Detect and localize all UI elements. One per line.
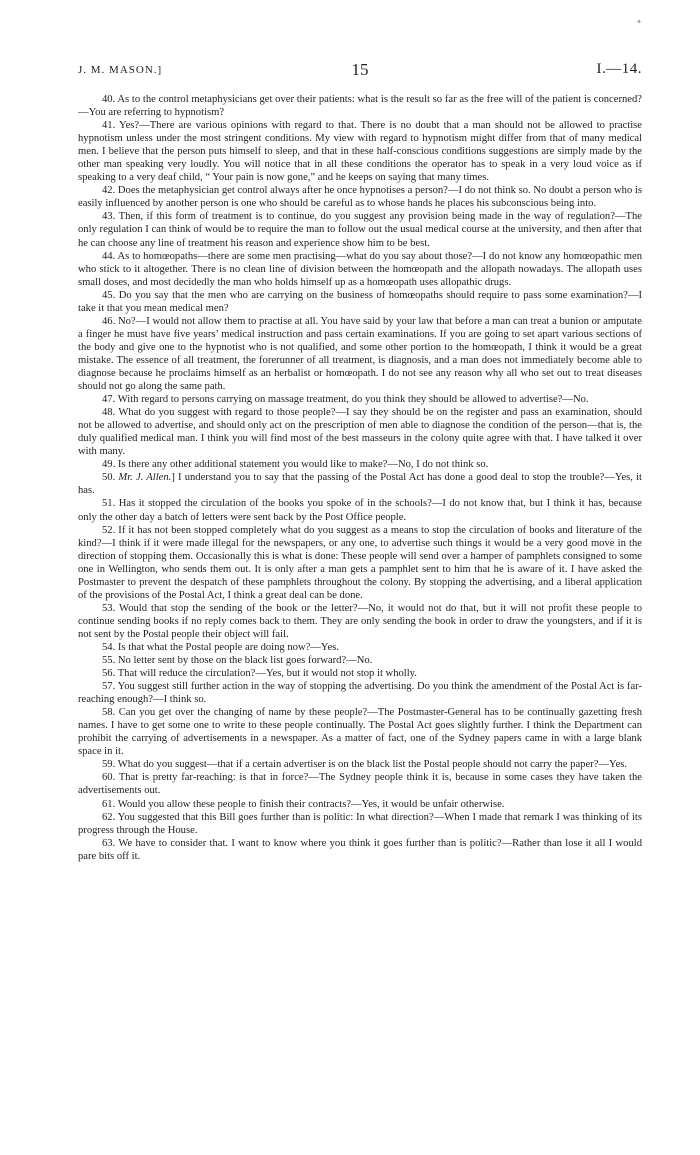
paragraph-q50: 50. Mr. J. Allen.] I understand you to say that the passing of the Postal Act has done a good deal to stop the trouble?—Yes, it has. xyxy=(78,472,643,497)
page-header xyxy=(78,60,642,82)
paragraph-q58: 58. Can you get over the changing of name by these people?—The Postmaster-General has to be continually gazetting fresh names. I have to get some one to write to these people continually. The Postal Act goes slightly further. I think the Department can prohibit the carrying of advertisements in a newspaper. As a matter of fact, one of the Sydney papers came in with a large blank space in it. xyxy=(78,707,642,758)
paragraph-q54: 54. Is that what the Postal people are doing now?—Yes. xyxy=(102,641,339,653)
scan-mark-icon: ✦ xyxy=(636,18,642,26)
paragraph-q56: 56. That will reduce the circulation?—Yes, but it would not stop it wholly. xyxy=(102,668,417,680)
paragraph-q41: 41. Yes?—There are various opinions with regard to that. There is no doubt that a man should not be allowed to practise hypnotism unless under the most stringent conditions. My view with regard to hypnotism might differ from that of many medical men. I believe that the person puts himself to sleep, and that in these half-conscious conditions suggestions are simply made by the other man speaking very loudly. You will notice that in all these conditions the operator has to speak in a very loud voice as if speaking to a very deaf child, “ Your pain is now gone,” and he keeps on saying that many times. xyxy=(78,120,642,184)
paragraph-q53: 53. Would that stop the sending of the book or the letter?—No, it would not do that, but it will not profit these people to continue sending books if no reply comes back to them. They are only sending the book in order to draw the youngsters, and if it is not sent by the Postal people their object will fail. xyxy=(78,602,642,640)
paragraph-q46: 46. No?—I would not allow them to practise at all. You have said by your law that before a man can treat a bunion or amputate a finger he must have five years’ medical instruction and pass certain examinations. If you are going to set apart various sections of the body and give one to the hypnotist who is not qualified, and some other portion to the homœopath, I think it would be a great mistake. The essence of all treatment, the forerunner of all treatment, is diagnosis, and a man does not immediately become able to diagnose because he proclaims himself as an herbalist or homœopath. I do not see any reason why all who set out to treat diseases should not go along the same path. xyxy=(78,315,642,393)
paragraph-q51: 51. Has it stopped the circulation of the books you spoke of in the schools?—I do not know that, but I think it has, because only the other day a batch of letters were sent back by the Post Office people. xyxy=(78,498,642,523)
paragraph-q57: 57. You suggest still further action in the way of stopping the advertising. Do you think the amendment of the Postal Act is far-reaching enough?—I think so. xyxy=(78,681,642,706)
paragraph-q59: 59. What do you suggest—that if a certain advertiser is on the black list the Postal people should not carry the paper?—Yes. xyxy=(102,759,628,771)
paragraph-q48: 48. What do you suggest with regard to those people?—I say they should be on the register and pass an examination, should not be allowed to advertise, and should only act on the prescription of men able to diagnose the condition of the person—that is, the duly qualified medical man. I think you will find most of the best masseurs in the colony quite agree with that. I have talked it over with many. xyxy=(78,407,642,458)
paragraph-q61: 61. Would you allow these people to finish their contracts?—Yes, it would be unfair otherwise. xyxy=(102,798,505,810)
paragraph-q42: 42. Does the metaphysician get control always after he once hypnotises a person?—I do not think so. No doubt a person who is easily influenced by another person is one who should be careful as to whose hands he places his subconscious being into. xyxy=(78,185,642,210)
paragraph-q47: 47. With regard to persons carrying on massage treatment, do you think they should be allowed to advertise?—No. xyxy=(102,394,589,406)
paragraph-q60: 60. That is pretty far-reaching: is that in force?—The Sydney people think it is, because in some cases they have taken the advertisements out. xyxy=(78,772,642,797)
paragraph-q44: 44. As to homœopaths—there are some men practising—what do you say about those?—I do not know any homœopathic men who stick to it altogether. There is no clean line of division between the homœopath and the allopath nowadays. The allopath uses small doses, and most decidedly the man who holds himself up as a homœopath uses allopathic drugs. xyxy=(78,250,642,288)
paragraph-q62: 62. You suggested that this Bill goes further than is politic: In what direction?—When I made that remark I was thinking of its progress through the House. xyxy=(78,811,642,836)
paragraph-q63: 63. We have to consider that. I want to know where you think it goes further than is politic?—Rather than lose it all I would pare bits off it. xyxy=(78,837,642,862)
testimony-body xyxy=(78,93,642,863)
paragraph-q49: 49. Is there any other additional statement you would like to make?—No, I do not think so. xyxy=(102,459,489,471)
header-witness-name: J. M. MASON.] xyxy=(78,64,163,76)
questioner-name: Mr. J. Allen. xyxy=(118,472,172,484)
paragraph-q45: 45. Do you say that the men who are carrying on the business of homœopaths should require to pass some examination?—I take it that you mean medical men? xyxy=(78,289,642,314)
page-number: 15 xyxy=(351,60,369,79)
paragraph-q40: 40. As to the control metaphysicians get over their patients: what is the result so far as the free will of the patient is concerned?—You are referring to hypnotism? xyxy=(78,94,642,119)
paragraph-q43: 43. Then, if this form of treatment is to continue, do you suggest any provision being made in the way of regulation?—The only regulation I can think of would be to require the man to follow out the usual medical course at the university, and then after that he can choose any line of treatment his reason and experience show him to be best. xyxy=(78,211,642,249)
paragraph-q55: 55. No letter sent by those on the black list goes forward?—No. xyxy=(102,655,373,667)
document-reference: I.—14. xyxy=(596,61,642,77)
paragraph-q52: 52. If it has not been stopped completely what do you suggest as a means to stop the circulation of books and literature of the kind?—I think if it were made illegal for the newspapers, or any one, to advertise such things it would be a very good move in the direction of stopping them. Occasionally this is what is done: These people will send over a hamper of pamphlets consigned to some one in Wellington, who sends them out. It is only after a man gets a pamphlet sent to him that he is aware of it. I have asked the Postmaster to prevent the despatch of these pamphlets throughout the colony. By stopping the advertising, and a liberal application of the provisions of the Postal Act, I think a great deal can be done. xyxy=(78,524,642,601)
